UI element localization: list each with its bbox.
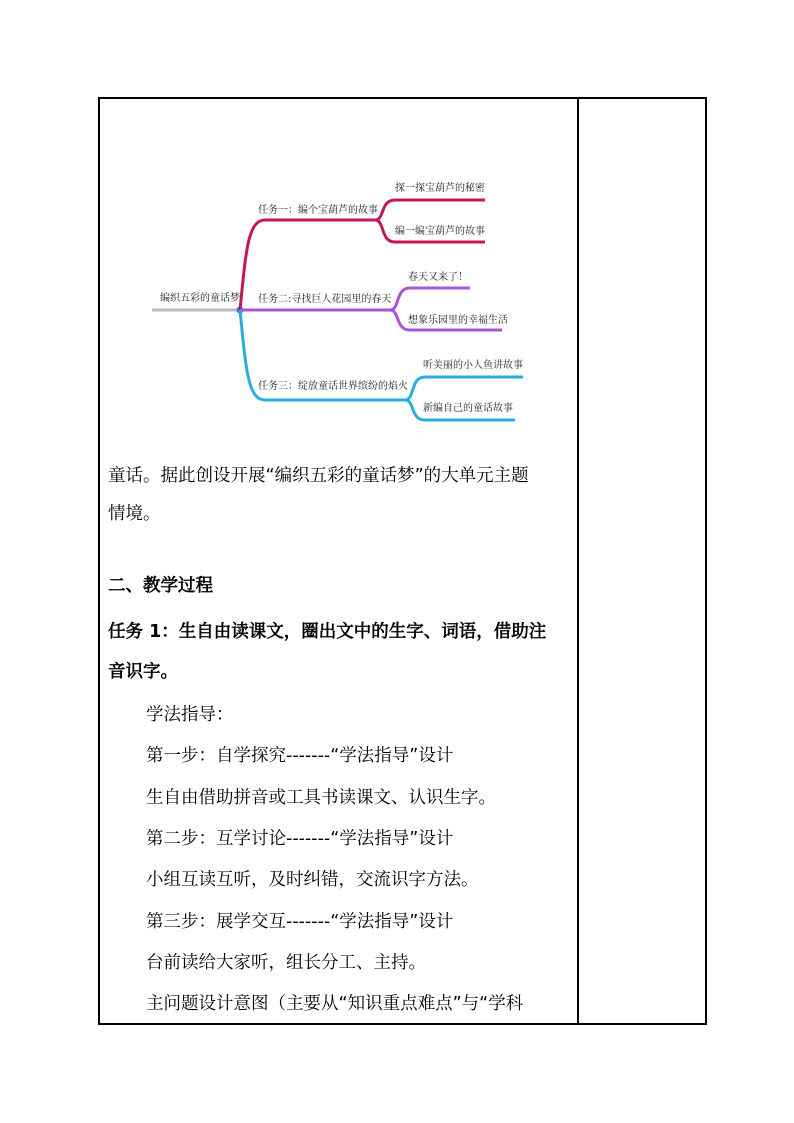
mindmap-leaf-3a-label: 听美丽的小人鱼讲故事 xyxy=(423,360,523,371)
step-title: 第三步：展学交互-------“学法指导”设计 xyxy=(146,912,454,932)
mindmap-leaf-3a-line xyxy=(405,377,523,400)
mindmap-leaf-2a-label: 春天又来了！ xyxy=(408,272,468,283)
task-heading: 音识字。 xyxy=(108,662,178,682)
step-title: 第二步：互学讨论-------“学法指导”设计 xyxy=(146,829,454,849)
step-description: 生自由借助拼音或工具书读课文、认识生字。 xyxy=(146,788,496,808)
step-description: 台前读给大家听，组长分工、主持。 xyxy=(146,953,426,973)
step-title: 第一步：自学探究-------“学法指导”设计 xyxy=(146,746,454,766)
section-heading: 二、教学过程 xyxy=(108,576,213,596)
task-heading: 任务 1：生自由读课文，圈出文中的生字、词语，借助注 xyxy=(108,622,547,642)
mind-map xyxy=(140,170,540,430)
mindmap-leaf-3b-label: 新编自己的童话故事 xyxy=(423,403,513,414)
mindmap-branch-3-label: 任务三：绽放童话世界缤纷的焰火 xyxy=(258,381,408,392)
step-description: 小组互读互听，及时纠错，交流识字方法。 xyxy=(146,870,479,890)
mindmap-leaf-2b-label: 想象乐园里的幸福生活 xyxy=(408,315,508,326)
mindmap-leaf-2a-line xyxy=(390,288,470,310)
column-divider xyxy=(577,97,579,1025)
mindmap-branch-1-label: 任务一：编个宝葫芦的故事 xyxy=(258,205,378,216)
guide-title: 学法指导： xyxy=(146,705,234,725)
mindmap-leaf-1b-label: 编一编宝葫芦的故事 xyxy=(395,226,485,237)
paragraph-line: 童话。据此创设开展“编织五彩的童话梦”的大单元主题 xyxy=(108,466,529,486)
mindmap-branch-2-label: 任务二:寻找巨人花园里的春天 xyxy=(258,294,392,305)
mindmap-root-label: 编织五彩的童话梦 xyxy=(160,293,240,304)
mindmap-leaf-1a-line xyxy=(375,200,485,220)
intent-line: 主问题设计意图（主要从“知识重点难点”与“学科 xyxy=(146,994,524,1014)
mindmap-leaf-1a-label: 探一探宝葫芦的秘密 xyxy=(395,183,485,194)
paragraph-line: 情境。 xyxy=(108,504,161,524)
